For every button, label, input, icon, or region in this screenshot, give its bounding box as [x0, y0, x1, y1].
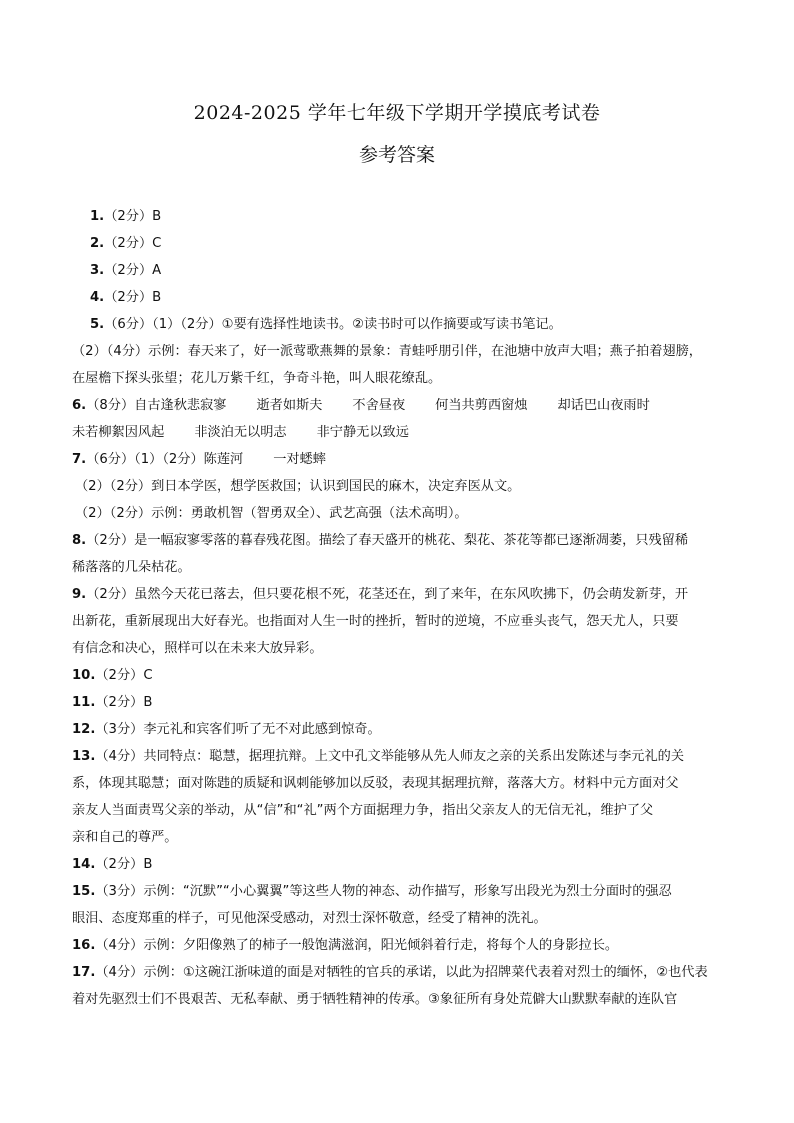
- answer-q11: [72, 689, 724, 716]
- answer-q6-row2: [72, 419, 724, 446]
- question-number: 4.: [90, 290, 105, 305]
- answer-text: （2分）B: [95, 695, 153, 710]
- question-number: 9.: [72, 587, 87, 602]
- question-number: 16.: [72, 938, 96, 953]
- answer-part: 一对蟋蟀: [273, 452, 326, 467]
- answer-q10: [72, 662, 724, 689]
- answer-q6: [72, 392, 724, 419]
- question-number: 1.: [90, 209, 105, 224]
- question-number: 11.: [72, 695, 96, 710]
- question-number: 5.: [90, 317, 105, 332]
- answer-text: （4分）示例：①这碗江浙味道的面是对牺牲的官兵的承诺，以此为招牌菜代表着对烈士的缅怀，②也代表: [95, 965, 708, 980]
- question-number: 8.: [72, 533, 87, 548]
- answer-q17-cont: 着对先驱烈士们不畏艰苦、无私奉献、勇于牺牲精神的传承。③象征所有身处荒僻大山默默奉献的连队官: [72, 992, 678, 1007]
- question-number: 13.: [72, 749, 96, 764]
- answer-q1: [72, 203, 724, 230]
- answer-text: （3分）李元礼和宾客们听了无不对此感到惊奇。: [95, 722, 381, 737]
- question-number: 14.: [72, 857, 96, 872]
- answer-q15-cont: 眼泪、态度郑重的样子，可见他深受感动，对烈士深怀敬意，经受了精神的洗礼。: [72, 911, 547, 926]
- answer-q12: [72, 716, 724, 743]
- answer-list: [72, 203, 724, 1013]
- answer-q4: [72, 284, 724, 311]
- answer-q16: [72, 932, 724, 959]
- question-number: 7.: [72, 452, 87, 467]
- question-number: 6.: [72, 398, 87, 413]
- answer-text: （3分）示例：“沉默”“小心翼翼”等这些人物的神态、动作描写，形象写出段光为烈士分面时的强忍: [95, 884, 672, 899]
- page-subtitle: 参考答案: [358, 144, 435, 166]
- answer-part: 陈莲河: [203, 452, 244, 467]
- answer-score: （8分）: [86, 398, 135, 413]
- answer-q13-cont: 亲和自己的尊严。: [72, 830, 178, 845]
- question-number: 2.: [90, 236, 105, 251]
- answer-q3: [72, 257, 724, 284]
- answer-score: （6分）（1）（2分）: [86, 452, 204, 467]
- answer-q2: [72, 230, 724, 257]
- answer-text: （6分）（1）（2分）①要有选择性地读书。②读书时可以作摘要或写读书笔记。: [104, 317, 562, 332]
- answer-q7-line2: （2）（2分）到日本学医，想学医救国；认识到国民的麻木，决定弃医从文。: [75, 479, 521, 494]
- answer-text: （2分）是一幅寂寥零落的暮春残花图。描绘了春天盛开的桃花、梨花、茶花等都已逐渐凋萎，只残留稀: [86, 533, 689, 548]
- page-title: 2024-2025 学年七年级下学期开学摸底考试卷: [193, 102, 601, 124]
- answer-text: （2分）B: [104, 290, 162, 305]
- poem-line: 逝者如斯夫: [256, 398, 323, 413]
- answer-q8: [72, 527, 724, 554]
- poem-line: 未若柳絮因风起: [72, 425, 165, 440]
- poem-line: 自古逢秋悲寂寥: [134, 398, 227, 413]
- answer-q5: [72, 311, 724, 338]
- question-number: 10.: [72, 668, 96, 683]
- answer-text: （2分）虽然今天花已落去，但只要花根不死，花茎还在，到了来年，在东风吹拂下，仍会萌发新芽，开: [86, 587, 689, 602]
- question-number: 15.: [72, 884, 96, 899]
- answer-text: （2分）A: [104, 263, 162, 278]
- answer-text: （2分）C: [95, 668, 153, 683]
- question-number: 17.: [72, 965, 96, 980]
- question-number: 3.: [90, 263, 105, 278]
- answer-text: （2分）C: [104, 236, 162, 251]
- answer-q7-line3: （2）（2分）示例：勇敢机智（智勇双全）、武艺高强（法术高明）。: [75, 506, 468, 521]
- answer-q14: [72, 851, 724, 878]
- question-number: 12.: [72, 722, 96, 737]
- answer-text: （4分）共同特点：聪慧，据理抗辩。上文中孔文举能够从先人师友之亲的关系出发陈述与李元礼的关: [95, 749, 685, 764]
- answer-q9-cont: 有信念和决心，照样可以在未来大放异彩。: [72, 641, 323, 656]
- poem-line: 何当共剪西窗烛: [435, 398, 528, 413]
- poem-line: 非淡泊无以明志: [194, 425, 287, 440]
- poem-line: 却话巴山夜雨时: [557, 398, 650, 413]
- answer-q5-part2-line: （2）（4分）示例：春天来了，好一派莺歌燕舞的景象：青蛙呼朋引伴，在池塘中放声大唱；燕子拍着翅膀，: [72, 344, 702, 359]
- answer-text: （2分）B: [95, 857, 153, 872]
- answer-q13-cont: 系，体现其聪慧；面对陈韪的质疑和讽刺能够加以反驳，表现其据理抗辩，落落大方。材料中元方面对父: [72, 776, 679, 791]
- answer-text: （4分）示例：夕阳像熟了的柿子一般饱满滋润，阳光倾斜着行走，将每个人的身影拉长。: [95, 938, 619, 953]
- answer-q8-cont: 稀落落的几朵枯花。: [72, 560, 191, 575]
- answer-q7: [72, 446, 724, 473]
- answer-q9-cont: 出新花，重新展现出大好春光。也指面对人生一时的挫折，暂时的逆境，不应垂头丧气，怨天尤人，只要: [72, 614, 679, 629]
- answer-q17: [72, 959, 724, 986]
- answer-q13: [72, 743, 724, 770]
- poem-line: 不舍昼夜: [352, 398, 406, 413]
- answer-q9: [72, 581, 724, 608]
- answer-q5-part2-line: 在屋檐下探头张望；花儿万紫千红，争奇斗艳，叫人眼花缭乱。: [72, 371, 442, 386]
- poem-line: 非宁静无以致远: [316, 425, 409, 440]
- answer-text: （2分）B: [104, 209, 162, 224]
- answer-q15: [72, 878, 724, 905]
- answer-q13-cont: 亲友人当面责骂父亲的举动，从“信”和“礼”两个方面据理力争，指出父亲友人的无信无礼，维护了父: [72, 803, 654, 818]
